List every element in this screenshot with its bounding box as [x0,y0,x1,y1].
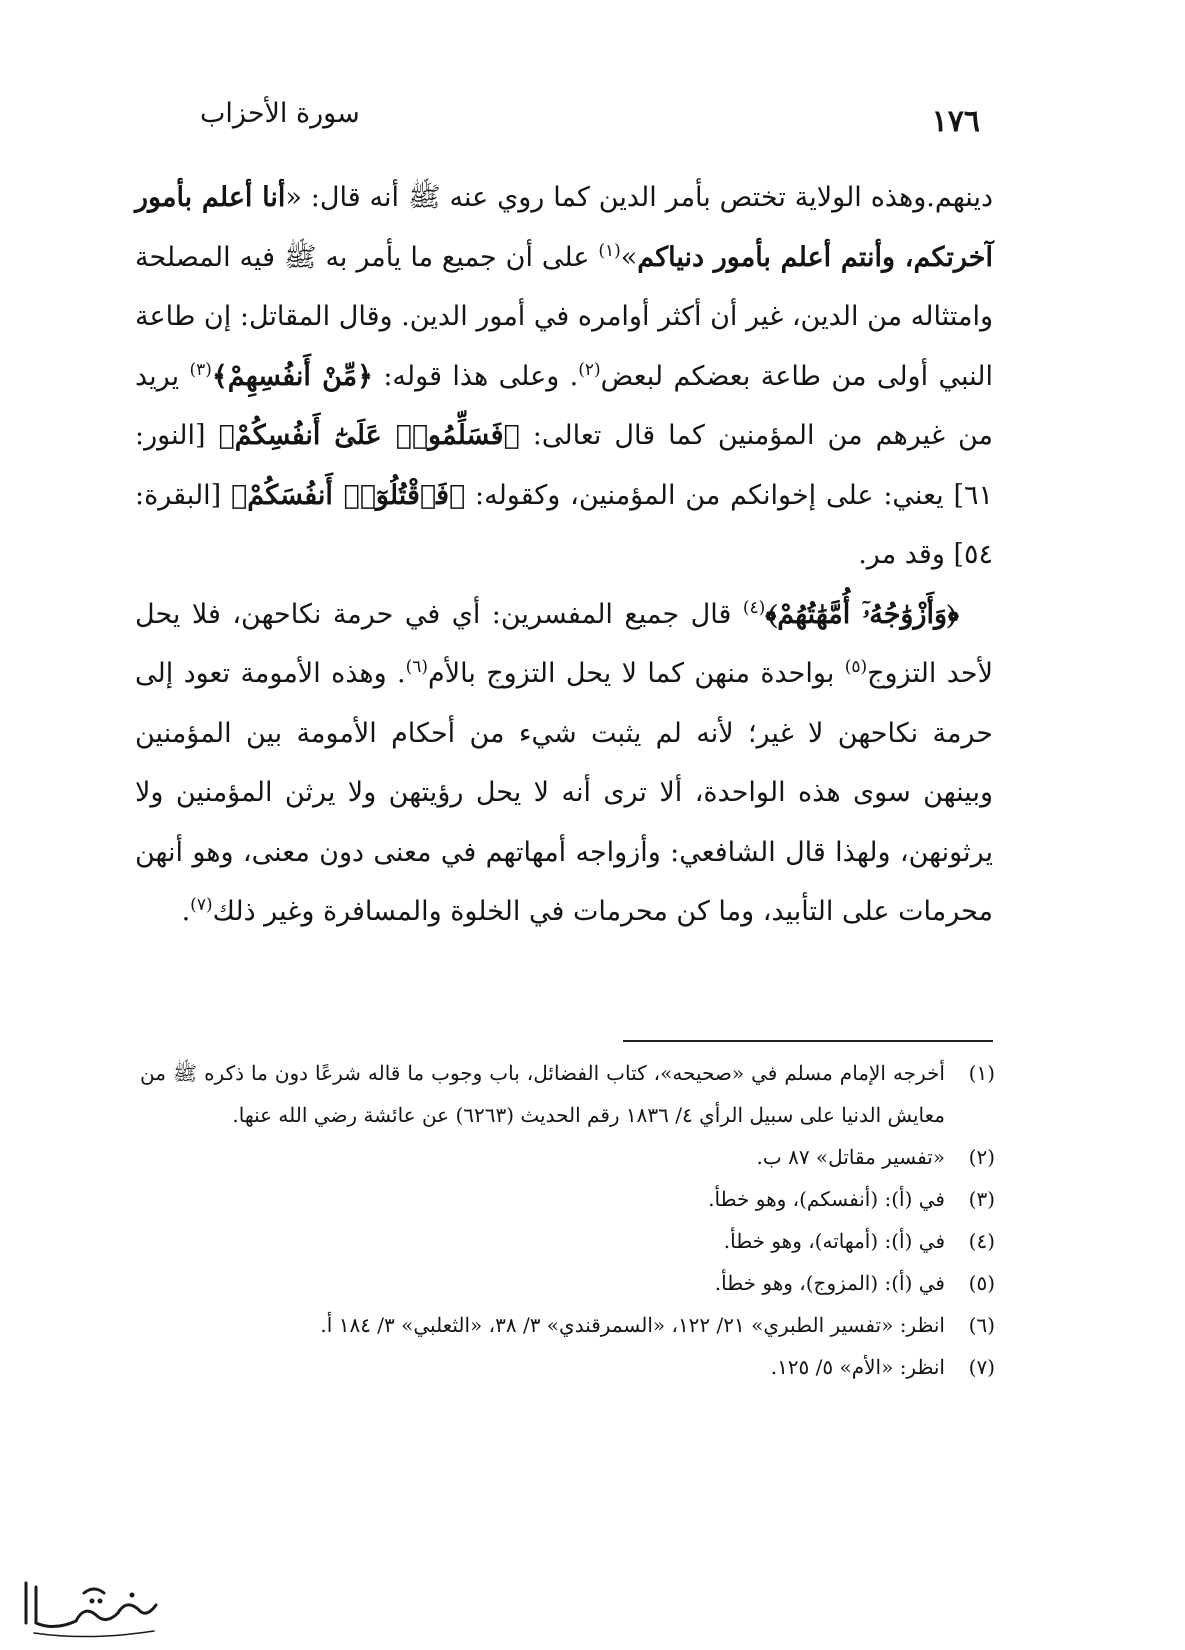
footnote-text: انظر: «الأم» ٥/ ١٢٥. [770,1355,945,1379]
footnote-ref-1[interactable]: (١) [598,240,621,261]
footnote-7 [140,1346,995,1388]
quran-verse: ﴿وَأَزْوَٰجُهُۥٓ أُمَّهَٰتُهُمْ﴾ [765,598,959,630]
footnote-ref-4[interactable]: (٤) [742,597,766,618]
footnote-text: في (أ): (أمهاته)، وهو خطأ. [723,1229,945,1253]
footnote-text: في (أ): (المزوج)، وهو خطأ. [714,1271,945,1295]
text-span: قال جميع المفسرين: أي في حرمة نكاحهن، فلا يحل لأحد التزوج [135,598,993,689]
text-span: . وعلى هذا قوله: [372,360,579,392]
footnote-text: في (أ): (أنفسكم)، وهو خطأ. [708,1187,945,1211]
footnote-number: (٣) [968,1187,995,1211]
page-number: ١٧٦ [931,104,980,139]
text-span: دينهم.وهذه الولاية تختص بأمر الدين كما روي عنه ﷺ أنه قال: « [285,182,993,213]
footnote-2 [140,1136,995,1178]
text-span: . [181,896,191,927]
quran-verse: ﴿فَٱقْتُلُوٓا۟ أَنفُسَكُمْ﴾ [231,479,466,511]
footnote-text: انظر: «تفسير الطبري» ٢١/ ١٢٢، «السمرقندي» ٣/ ٣٨، «الثعلبي» ٣/ ١٨٤ أ. [320,1313,945,1337]
text-span: [البقرة: ٥٤] وقد مر. [135,479,993,570]
quran-verse: ﴿فَسَلِّمُوا۟ عَلَىٰٓ أَنفُسِكُمْ﴾ [218,420,520,451]
footnote-6 [140,1304,995,1346]
text-span: على أن جميع ما يأمر به ﷺ فيه المصلحة وامتثاله من الدين، غير أن أكثر أوامره في أمور الدين. وقال المقاتل: إن طاعة النبي أولى من طاعة بعضكم لبعض [135,241,994,392]
footnote-ref-3[interactable]: (٣) [189,359,212,380]
footnote-ref-6[interactable]: (٦) [405,657,429,677]
footnote-ref-5[interactable]: (٥) [844,657,868,677]
footnote-1 [140,1052,995,1136]
text-span: . وهذه الأمومة تعود إلى حرمة نكاحهن لا غير؛ لأنه لم يثبت شيء من أحكام الأمومة بين المؤمنين وبينهن سوى هذه الواحدة، ألا ترى أنه لا يحل رؤيتهن ولا يرثن المؤمنين ولا يرثونهن، ولهذا قال الشافعي: وأزواجه أمهاتهم في معنى دون معنى، وهو أنهن محرمات على التأبيد، وما كن محرمات في الخلوة والمسافرة وغير ذلك [135,658,993,927]
running-title: سورة الأحزاب [200,98,360,129]
text-span: يريد من غيرهم من المؤمنين كما قال تعالى: [135,360,993,451]
footnote-separator [623,1040,993,1042]
footnote-number: (٢) [968,1145,995,1169]
footnote-5 [140,1262,995,1304]
footnote-number: (١) [968,1061,995,1085]
footnotes [140,1052,995,1388]
text-span: [النور: ٦١] يعني: على إخوانكم من المؤمنين، وكقوله: [135,420,993,511]
footnote-number: (٦) [968,1313,995,1337]
footnote-number: (٥) [968,1271,995,1295]
footnote-number: (٤) [968,1229,995,1253]
quran-verse: ﴿مِّنْ أَنفُسِهِمْ﴾ [211,360,373,392]
paragraph-1 [135,168,993,585]
footnote-text: أخرجه الإمام مسلم في «صحيحه»، كتاب الفضائل، باب وجوب ما قاله شرعًا دون ما ذكره ﷺ من معايش الدنيا على سبيل الرأي ٤/ ١٨٣٦ رقم الحديث (٦٢٦٣) عن عائشة رضي الله عنها. [140,1061,945,1127]
text-span: » [620,241,638,273]
footnote-ref-2[interactable]: (٢) [578,359,601,380]
footnote-ref-7[interactable]: (٧) [190,895,213,915]
footnote-text: «تفسير مقاتل» ٨٧ ب. [756,1145,945,1169]
hadith-quote: أنا أعلم بأمور آخرتكم، وأنتم أعلم بأمور دنياكم [135,182,993,273]
body-text [135,168,993,942]
footnote-4 [140,1220,995,1262]
library-watermark-logo [14,1575,164,1645]
text-span: بواحدة منهن كما لا يحل التزوج بالأم [428,658,845,689]
paragraph-2 [135,585,993,942]
footnote-number: (٧) [968,1355,995,1379]
footnote-3 [140,1178,995,1220]
